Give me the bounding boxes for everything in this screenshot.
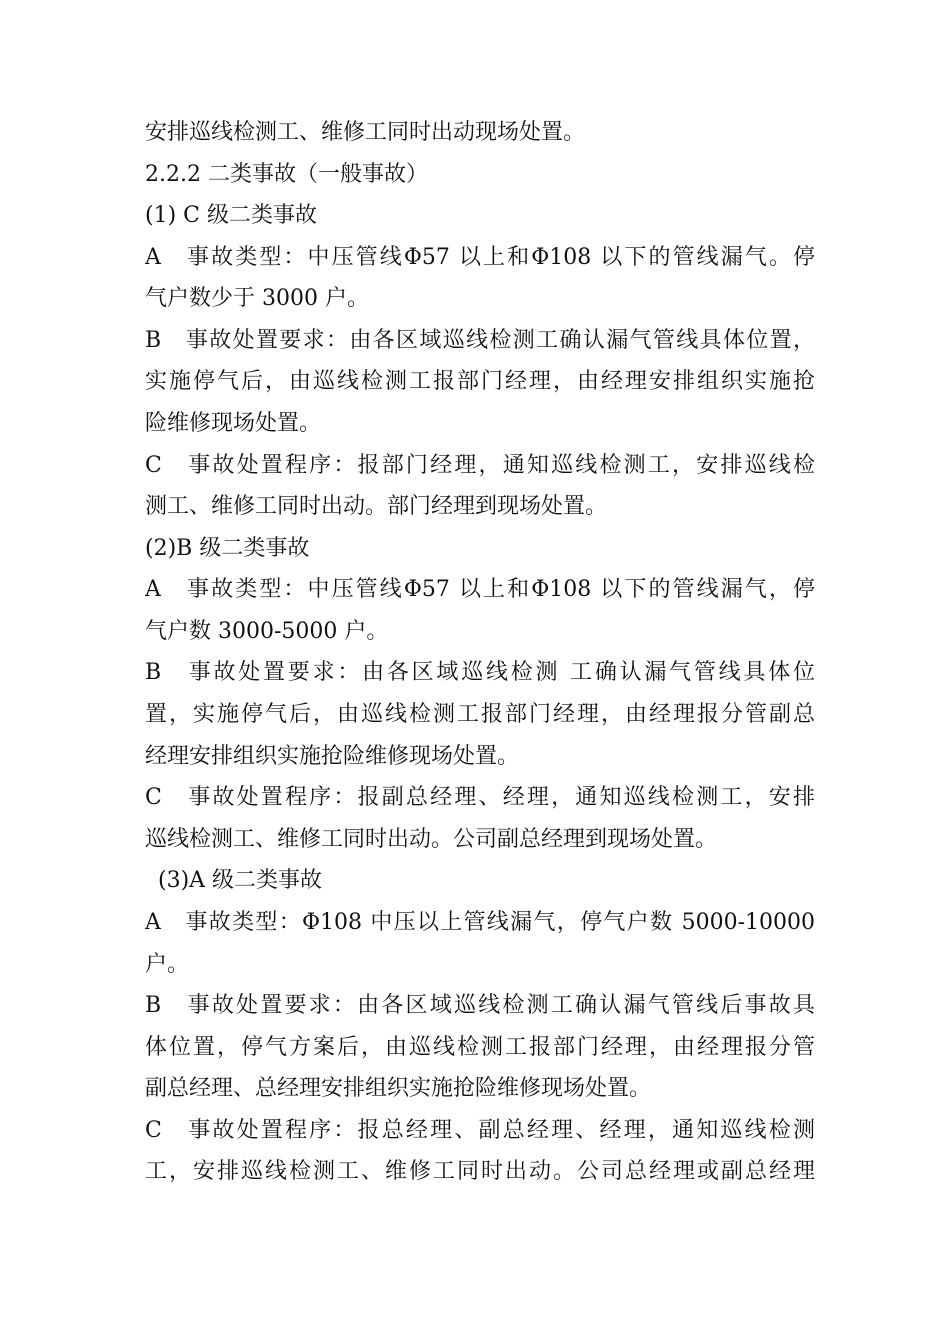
text-line: B 事故处置要求：由各区域巡线检测工确认漏气管线后事故具: [145, 993, 815, 1018]
text-line: 测工、维修工同时出动。部门经理到现场处置。: [145, 494, 608, 519]
subsection-heading: (2)B 级二类事故: [145, 536, 310, 561]
text-line: 工，安排巡线检测工、维修工同时出动。公司总经理或副总经理: [145, 1159, 815, 1184]
subsection-heading: (3)A 级二类事故: [158, 868, 323, 893]
text-line: C 事故处置程序：报总经理、副总经理、经理，通知巡线检测: [145, 1118, 815, 1143]
text-line: 置，实施停气后，由巡线检测工报部门经理，由经理报分管副总: [145, 702, 815, 727]
text-line: 气户数 3000-5000 户。: [145, 619, 389, 644]
text-line: 户。: [145, 952, 190, 977]
text-line: C 事故处置程序：报副总经理、经理，通知巡线检测工，安排: [145, 785, 815, 810]
text-line: A 事故类型：中压管线Φ57 以上和Φ108 以下的管线漏气，停: [145, 577, 815, 602]
section-heading: 2.2.2 二类事故（一般事故）: [145, 162, 428, 187]
text-line: 巡线检测工、维修工同时出动。公司副总经理到现场处置。: [145, 827, 718, 852]
text-line: 气户数少于 3000 户。: [145, 286, 369, 311]
subsection-heading: (1) C 级二类事故: [145, 203, 317, 228]
text-line: 经理安排组织实施抢险维修现场处置。: [145, 744, 520, 769]
text-line: B 事故处置要求：由各区域巡线检测 工确认漏气管线具体位: [145, 660, 815, 685]
text-line: A 事故类型：中压管线Φ57 以上和Φ108 以下的管线漏气。停: [145, 245, 815, 270]
text-line: 实施停气后，由巡线检测工报部门经理，由经理安排组织实施抢: [145, 369, 815, 394]
text-line: C 事故处置程序：报部门经理，通知巡线检测工，安排巡线检: [145, 453, 815, 478]
text-line: 安排巡线检测工、维修工同时出动现场处置。: [145, 120, 586, 145]
text-line: 副总经理、总经理安排组织实施抢险维修现场处置。: [145, 1076, 652, 1101]
text-line: 险维修现场处置。: [145, 411, 322, 436]
text-line: 体位置，停气方案后，由巡线检测工报部门经理，由经理报分管: [145, 1035, 815, 1060]
text-line: B 事故处置要求：由各区域巡线检测工确认漏气管线具体位置，: [145, 328, 815, 353]
text-line: A 事故类型：Φ108 中压以上管线漏气，停气户数 5000-10000: [145, 910, 815, 935]
